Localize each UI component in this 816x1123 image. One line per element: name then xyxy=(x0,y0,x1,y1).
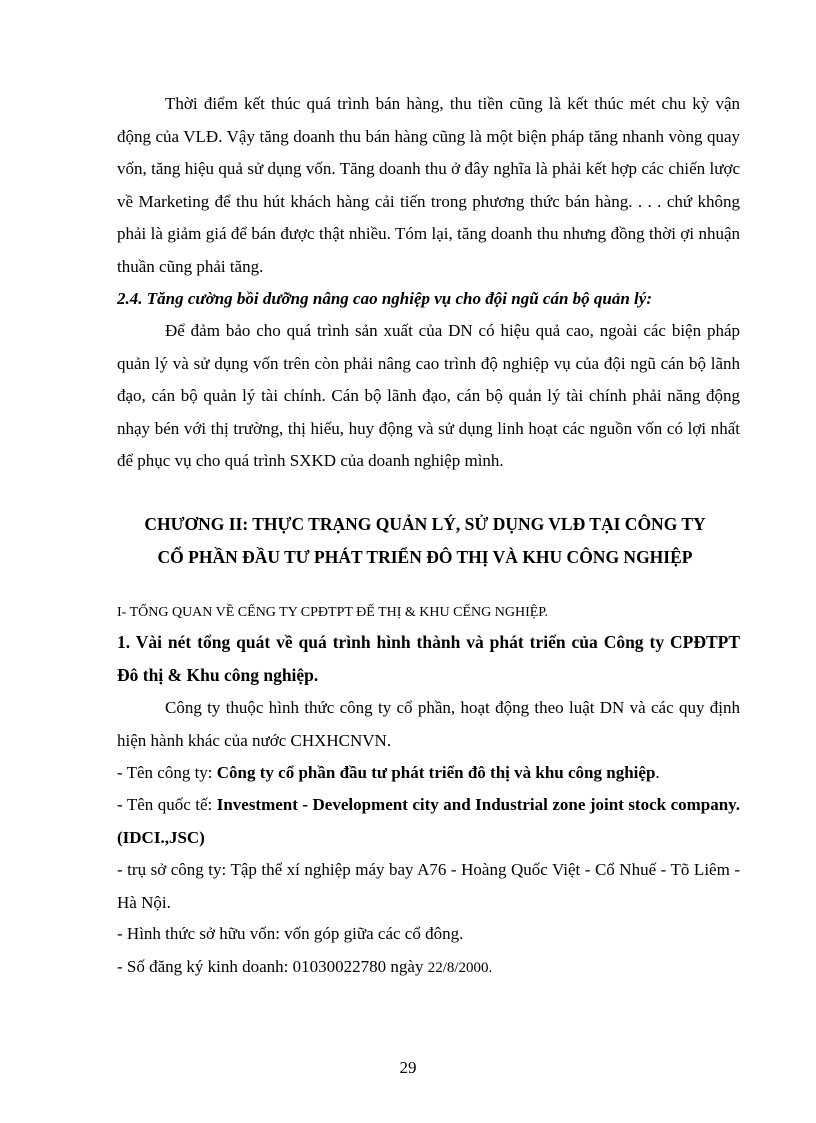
company-name-label: - Tên công ty: xyxy=(117,763,217,782)
heading-1: 1. Vài nét tổng quát về quá trình hình thành và phát triển của Công ty CPĐTPT Đô thị & Khu công nghiệp. xyxy=(117,632,740,685)
registration-label: - Số đăng ký kinh doanh: 01030022780 ngày xyxy=(117,957,428,976)
ownership-line: - Hình thức sở hữu vốn: vốn góp giữa các cổ đông. xyxy=(117,924,464,943)
paragraph-company-type: Công ty thuộc hình thức công ty cổ phần, hoạt động theo luật DN và các quy định hiện hành khác của nước CHXHCNVN. xyxy=(117,698,740,750)
section-I-heading: I- TỔNG QUAN VỀ CẾNG TY CPĐTPT ĐẾ THỊ & KHU CẾNG NGHIỆP. xyxy=(117,605,549,620)
company-name-end: . xyxy=(655,763,660,782)
headquarters-line: - trụ sở công ty: Tập thể xí nghiệp máy bay A76 - Hoàng Quốc Việt - Cổ Nhuế - Tõ Liêm - Hà Nội. xyxy=(117,860,740,912)
paragraph-sales-revenue: Thời điểm kết thúc quá trình bán hàng, thu tiền cũng là kết thúc mét chu kỳ vận động của VLĐ. Vậy tăng doanh thu bán hàng cũng là một biện pháp tăng nhanh vòng quay vốn, tăng hiệu quả sử dụng vốn. Tăng doanh thu ở đây nghĩa là phải kết hợp các chiến lược về Marketing để thu hút khách hàng cải tiến trong phương thức bán hàng. . . . chứ không phải là giảm giá để bán được thật nhiều. Tóm lại, tăng doanh thu nhưng đồng thời ợi nhuận thuần cũng phải tăng. xyxy=(117,94,740,276)
registration-date: 22/8/2000 xyxy=(427,960,489,976)
chapter-title-line-2: CỔ PHẦN ĐẦU TƯ PHÁT TRIỂN ĐÔ THỊ VÀ KHU CÔNG NGHIỆP xyxy=(157,547,693,567)
company-name-line xyxy=(117,757,740,790)
registration-line xyxy=(117,951,740,985)
company-name-value: Công ty cổ phần đầu tư phát triển đô thị và khu công nghiệp xyxy=(216,763,656,782)
registration-end: . xyxy=(488,960,493,976)
intl-name-line xyxy=(117,789,740,854)
chapter-title-line-1: CHƯƠNG II: THỰC TRẠNG QUẢN LÝ, SỬ DỤNG VLĐ TẠI CÔNG TY xyxy=(144,514,706,534)
page-number: 29 xyxy=(399,1058,417,1077)
intl-name-value: Investment - Development city and Industrial zone joint stock company.(IDCI.,JSC) xyxy=(117,795,740,847)
heading-2-4: 2.4. Tăng cường bồi dưỡng nâng cao nghiệp vụ cho đội ngũ cán bộ quản lý: xyxy=(117,289,652,308)
paragraph-management-training: Để đảm bảo cho quá trình sản xuất của DN có hiệu quả cao, ngoài các biện pháp quản lý và sử dụng vốn trên còn phải nâng cao trình độ nghiệp vụ của đội ngũ cán bộ lãnh đạo, cán bộ quản lý tài chính. Cán bộ lãnh đạo, cán bộ quản lý tài chính phải năng động nhạy bén với thị trường, thị hiếu, huy động và sử dụng linh hoạt các nguồn vốn có lợi nhất để phục vụ cho quá trình SXKD của doanh nghiệp mình. xyxy=(117,321,740,470)
intl-name-label: - Tên quốc tế: xyxy=(117,795,217,814)
